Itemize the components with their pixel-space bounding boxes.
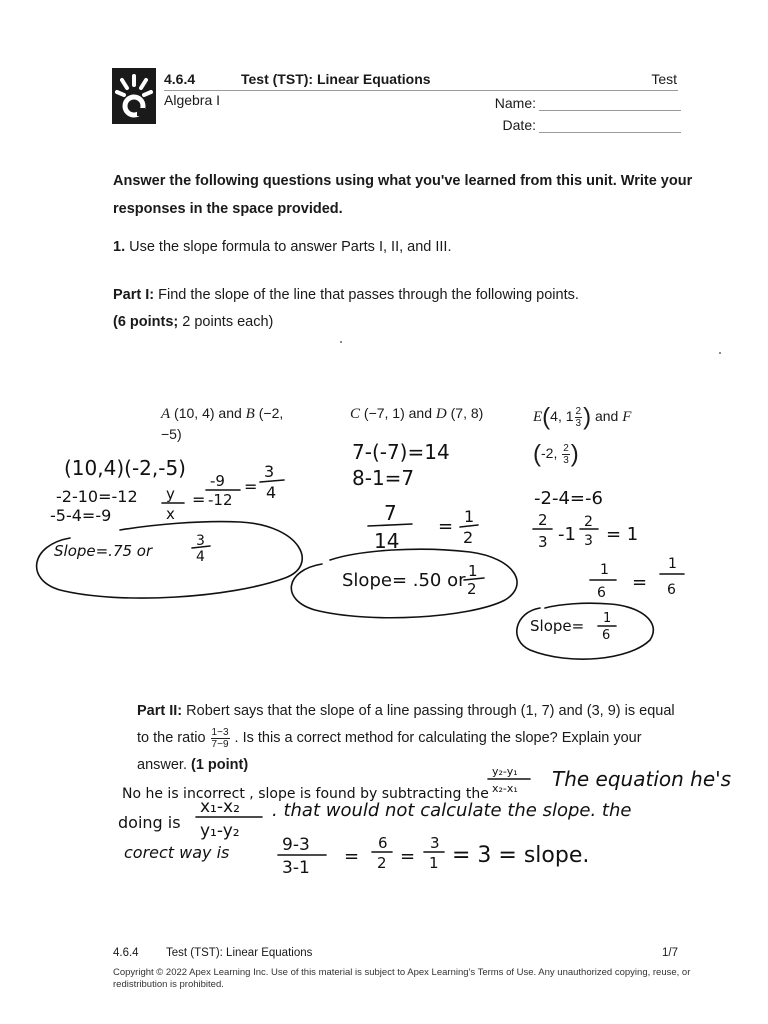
header-divider — [164, 90, 678, 91]
hw-p2-line1-den: x₂-x₁ — [492, 782, 518, 795]
question-number: 1. — [113, 239, 126, 255]
hw-fraction-bar — [368, 524, 412, 526]
hw-p2-line3a: corect way is — [124, 843, 230, 862]
hw-a-ans-den: 4 — [196, 549, 205, 565]
point-e: E — [533, 409, 543, 425]
part-2-text: . Is this a correct method for calculating the slope? Explain your answer. — [137, 730, 642, 773]
hw-e-ans-den: 6 — [602, 628, 611, 643]
problem-a-text: −5) — [161, 426, 182, 442]
hw-e-f1-den: 3 — [538, 533, 548, 551]
hw-a-num1: -9 — [210, 472, 225, 490]
hw-e-line1: -2-4=-6 — [534, 488, 603, 509]
name-field[interactable] — [488, 95, 681, 111]
apex-logo-icon — [112, 68, 156, 124]
problem-c-text: (7, 8) — [446, 405, 484, 421]
hw-c-ans-den: 2 — [467, 580, 477, 598]
hw-e-mixed-den: 3 — [584, 533, 593, 549]
hw-p2-line3-den: 3-1 — [282, 858, 310, 878]
part-1-text: Find the slope of the line that passes through the following points. — [154, 287, 579, 303]
question-1 — [113, 239, 452, 255]
hw-a-ans-num: 3 — [196, 533, 205, 549]
hw-p2-line2b: . that would not calculate the slope. the — [272, 800, 632, 821]
problem-c — [350, 403, 483, 424]
part-1 — [113, 282, 713, 336]
ratio-fraction: $\frac{1-3}{7-9}$ — [211, 726, 229, 750]
hw-p2-line1-num: y₂-y₁ — [492, 765, 518, 778]
footer-code: 4.6.4 — [113, 947, 139, 959]
hw-e-r-den2: 6 — [667, 582, 676, 598]
hw-p2-line3-n2: 6 — [378, 834, 388, 852]
hw-c-half-den: 2 — [463, 528, 474, 547]
hw-e-r-num2: 1 — [668, 556, 677, 572]
problem-e-text: 4, 1 — [550, 408, 574, 424]
stray-mark — [340, 341, 342, 343]
hw-a-den1: -12 — [208, 491, 233, 509]
stray-mark — [719, 352, 721, 354]
name-label: Name: — [494, 95, 536, 111]
hw-a-y: y — [166, 485, 175, 503]
hw-p2-line3-d3: 1 — [429, 854, 439, 872]
hw-equals: = — [632, 572, 648, 593]
hw-p2-line2-den: y₁-y₂ — [200, 821, 240, 841]
problem-a-text: (−2, — [254, 405, 284, 421]
part-1-points-bold: (6 points; — [113, 314, 179, 330]
date-label: Date: — [502, 117, 536, 133]
hw-p2-line1a: No he is incorrect , slope is found by subtracting the — [122, 786, 489, 802]
hw-fraction-bar — [260, 480, 284, 482]
part-2-label: Part II: — [137, 703, 183, 719]
problem-a-text: (10, 4) and — [170, 405, 246, 421]
hw-c-half-num: 1 — [464, 507, 475, 526]
hw-p2-line3-num: 9-3 — [282, 835, 310, 855]
problem-e-text: -2, — [541, 445, 562, 462]
part-1-points-rest: 2 points each) — [178, 314, 274, 330]
hw-p2-line3-n3: 3 — [430, 834, 440, 852]
hw-a-line3: -5-4=-9 — [50, 506, 112, 525]
hw-e-answer: Slope= — [530, 617, 585, 635]
hw-c-line2: 8-1=7 — [352, 466, 415, 490]
hw-c-answer: Slope= .50 or — [342, 570, 466, 591]
problem-e-text: and — [591, 408, 623, 424]
part-2 — [137, 698, 677, 779]
point-d: D — [435, 406, 447, 422]
hw-c-ans-num: 1 — [468, 562, 478, 580]
hw-p2-line1b: The equation he's — [552, 767, 732, 791]
hw-a-line2: -2-10=-12 — [56, 487, 138, 506]
part-2-points: (1 point) — [191, 757, 249, 773]
hw-e-eq-one: = 1 — [606, 524, 639, 545]
part-1-label: Part I: — [113, 287, 155, 303]
part-2-text: Robert says that the slope of a line passing through (1, 7) and (3, 9) is equal to the ratio — [137, 703, 675, 746]
hw-a-circle — [37, 522, 303, 599]
hw-a-num2: 3 — [264, 462, 275, 481]
hw-a-answer: Slope=.75 or — [54, 542, 153, 560]
question-text: Use the slope formula to answer Parts I, II, and III. — [125, 239, 452, 255]
hw-p2-line2a: doing is — [118, 813, 181, 832]
hw-p2-line3c: = — [400, 846, 416, 867]
hw-c-den: 14 — [374, 529, 400, 553]
test-title: Test (TST): Linear Equations — [241, 71, 431, 87]
course-code: 4.6.4 — [164, 71, 196, 87]
date-field[interactable] — [488, 117, 681, 133]
problem-c-text: (−7, 1) and — [360, 405, 436, 421]
hw-fraction-bar — [464, 578, 484, 580]
problem-a — [161, 403, 311, 444]
date-line[interactable] — [539, 117, 681, 133]
hw-a-line1: (10,4)(-2,-5) — [64, 456, 186, 480]
problem-e: E(4, 1 $\frac{2}{3}$ ) and F (-2, $\frac{2}{3}$ ) — [533, 403, 632, 468]
page-number: 1/7 — [662, 947, 678, 959]
footer-title: Test (TST): Linear Equations — [166, 947, 313, 959]
hw-e-r-num1: 1 — [600, 562, 609, 578]
hw-e-mixed-whole: -1 — [558, 524, 576, 545]
hw-c-circle — [291, 549, 517, 618]
hw-p2-line3d: = 3 = slope. — [452, 843, 590, 868]
hw-e-mixed-num: 2 — [584, 514, 593, 530]
hw-e-ans-num: 1 — [603, 611, 612, 626]
point-a: A — [161, 406, 171, 422]
hw-p2-line3-d2: 2 — [377, 854, 387, 872]
hw-equals: = — [192, 490, 206, 509]
hw-a-den2: 4 — [266, 483, 277, 502]
fraction: $\frac{2}{3}$ — [563, 443, 569, 467]
name-line[interactable] — [539, 95, 681, 111]
point-c: C — [350, 406, 361, 422]
hw-e-f1-num: 2 — [538, 511, 548, 529]
hw-p2-line2-num: x₁-x₂ — [200, 797, 240, 817]
point-b: B — [245, 406, 255, 422]
hw-e-circle — [517, 603, 654, 659]
document-type: Test — [651, 71, 677, 87]
fraction: $\frac{2}{3}$ — [575, 405, 582, 429]
hw-a-x: x — [166, 505, 175, 523]
copyright-notice: Copyright © 2022 Apex Learning Inc. Use of this material is subject to Apex Learning's Terms of Use. Any unauthorized copying, reuse, or redistribution is prohibited. — [113, 967, 691, 990]
hw-c-num: 7 — [384, 501, 397, 525]
hw-c-line1: 7-(-7)=14 — [352, 440, 450, 464]
hw-fraction-bar — [460, 525, 478, 527]
hw-fraction-bar — [192, 546, 210, 548]
hw-c-eq: = — [438, 516, 454, 537]
point-f: F — [622, 409, 632, 425]
hw-p2-line3b: = — [344, 846, 360, 867]
hw-equals: = — [244, 477, 258, 496]
subject-label: Algebra I — [164, 92, 221, 108]
instructions: Answer the following questions using what you've learned from this unit. Write your responses in the space provided. — [113, 173, 693, 217]
hw-e-r-den1: 6 — [597, 585, 606, 601]
